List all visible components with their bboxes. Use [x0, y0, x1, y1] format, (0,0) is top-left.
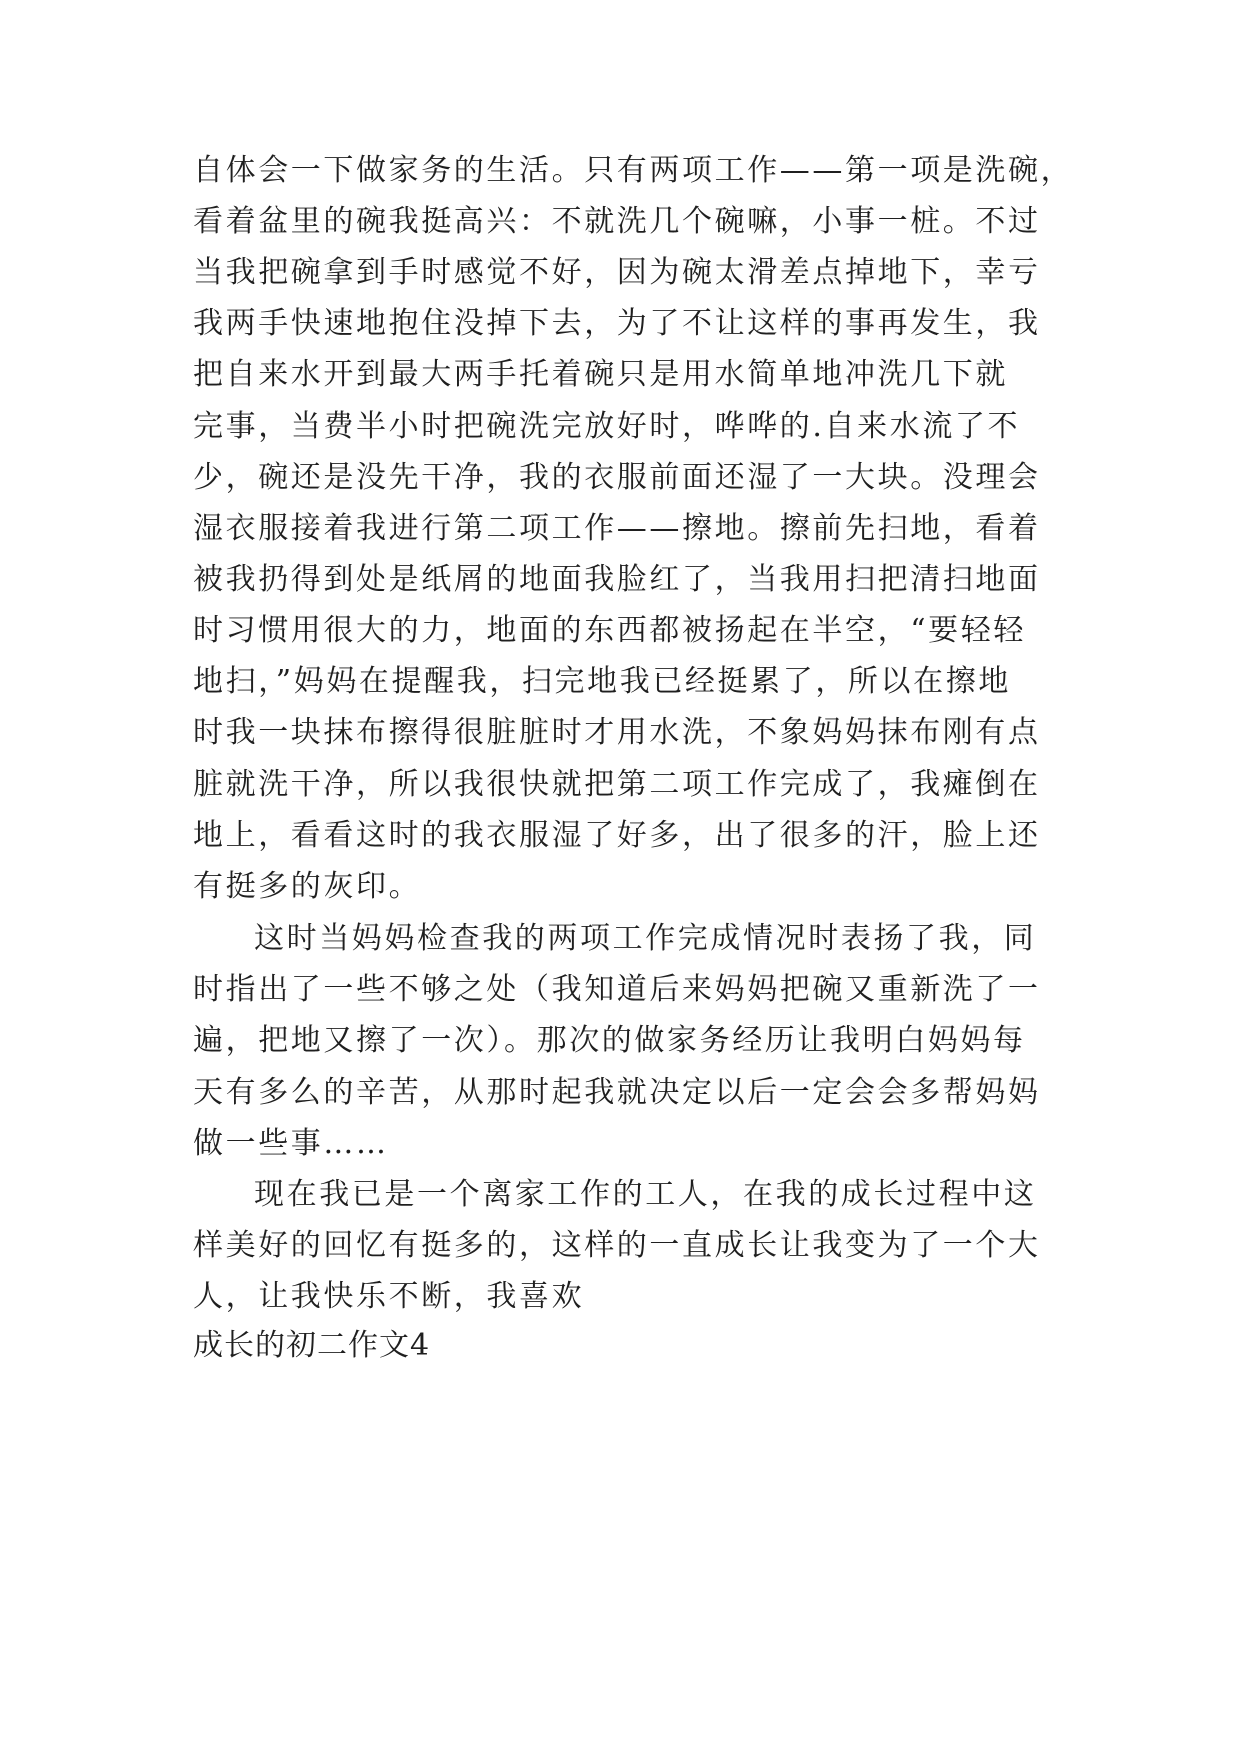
- text-line: 时习惯用很大的力，地面的东西都被扬起在半空，“要轻轻: [193, 613, 1026, 648]
- text-line: 这时当妈妈检查我的两项工作完成情况时表扬了我，同: [254, 921, 1037, 956]
- text-line: 脏就洗干净，所以我很快就把第二项工作完成了，我瘫倒在: [193, 767, 1041, 802]
- text-line: 现在我已是一个离家工作的工人，在我的成长过程中这: [254, 1177, 1037, 1212]
- text-line: 完事，当费半小时把碗洗完放好时，哗哗的.自来水流了不: [193, 409, 1021, 444]
- text-line: 样美好的回忆有挺多的，这样的一直成长让我变为了一个大: [193, 1228, 1041, 1263]
- text-line: 自体会一下做家务的生活。只有两项工作——第一项是洗碗，: [193, 153, 1074, 188]
- text-line: 看着盆里的碗我挺高兴：不就洗几个碗嘛，小事一桩。不过: [193, 204, 1041, 239]
- text-line: 我两手快速地抱住没掉下去，为了不让这样的事再发生，我: [193, 306, 1041, 341]
- text-line: 遍，把地又擦了一次）。那次的做家务经历让我明白妈妈每: [193, 1023, 1026, 1058]
- text-line: 少，碗还是没先干净，我的衣服前面还湿了一大块。没理会: [193, 460, 1041, 495]
- section-heading: 成长的初二作文4: [193, 1328, 431, 1363]
- text-line: 把自来水开到最大两手托着碗只是用水简单地冲洗几下就: [193, 357, 1008, 392]
- text-line: 天有多么的辛苦，从那时起我就决定以后一定会会多帮妈妈: [193, 1075, 1041, 1110]
- text-line: 人，让我快乐不断，我喜欢: [193, 1279, 585, 1314]
- text-line: 被我扔得到处是纸屑的地面我脸红了，当我用扫把清扫地面: [193, 562, 1041, 597]
- text-line: 地扫，”妈妈在提醒我，扫完地我已经挺累了，所以在擦地: [193, 664, 1011, 699]
- text-line: 做一些事……: [193, 1126, 389, 1161]
- text-line: 时指出了一些不够之处（我知道后来妈妈把碗又重新洗了一: [193, 972, 1041, 1007]
- text-line: 湿衣服接着我进行第二项工作——擦地。擦前先扫地，看着: [193, 511, 1041, 546]
- text-line: 地上，看看这时的我衣服湿了好多，出了很多的汗，脸上还: [193, 818, 1041, 853]
- text-line: 时我一块抹布擦得很脏脏时才用水洗，不象妈妈抹布刚有点: [193, 715, 1041, 750]
- text-line: 当我把碗拿到手时感觉不好，因为碗太滑差点掉地下，幸亏: [193, 255, 1041, 290]
- text-line: 有挺多的灰印。: [193, 869, 422, 904]
